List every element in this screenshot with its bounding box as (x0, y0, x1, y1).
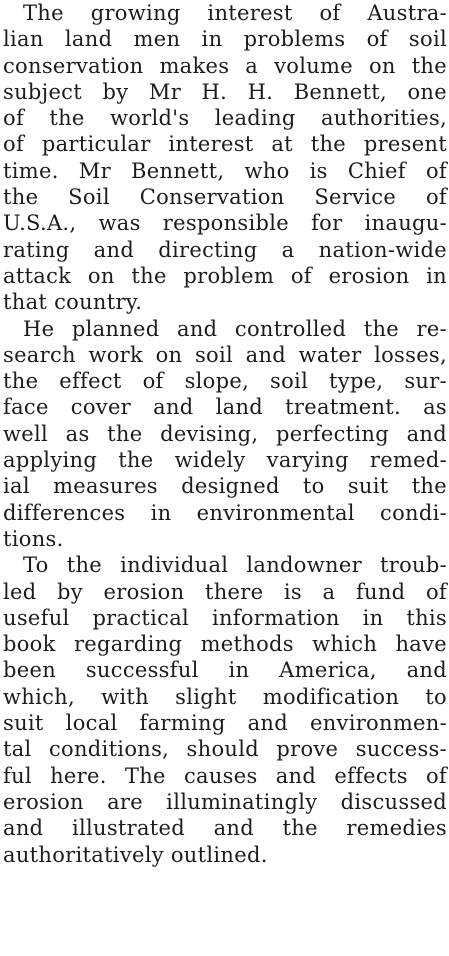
paragraph (3, 0, 447, 316)
text-line: that country. (3, 290, 143, 315)
paragraph (3, 316, 447, 553)
article-column (3, 0, 447, 868)
text-line: the effect of slope, soil type, sur- (3, 369, 447, 394)
text-line: To the individual landowner troub- (23, 553, 447, 578)
text-line: conservation makes a volume on the (3, 53, 447, 78)
text-line: He planned and controlled the re- (23, 316, 447, 341)
text-line: differences in environmental condi- (3, 500, 447, 525)
text-line: suit local farming and environmen- (3, 711, 447, 736)
text-line: the Soil Conservation Service of (3, 185, 447, 210)
text-line: rating and directing a nation-wide (3, 237, 447, 262)
text-line: ful here. The causes and effects of (3, 763, 447, 788)
text-line: ial measures designed to suit the (3, 474, 447, 499)
text-line: book regarding methods which have (3, 632, 447, 657)
text-line: of the world's leading authorities, (3, 106, 447, 131)
text-line: attack on the problem of erosion in (3, 263, 447, 288)
text-line: tions. (3, 526, 64, 551)
text-line: subject by Mr H. H. Bennett, one (3, 79, 447, 104)
text-line: which, with slight modification to (3, 684, 447, 709)
text-line: tal conditions, should prove success- (3, 737, 447, 762)
text-line: been successful in America, and (3, 658, 447, 683)
text-line: applying the widely varying remed- (3, 448, 447, 473)
text-line: of particular interest at the present (3, 132, 447, 157)
paragraph (3, 552, 447, 868)
text-line: face cover and land treatment. as (3, 395, 447, 420)
text-line: U.S.A., was responsible for inaugu- (3, 211, 447, 236)
text-line: erosion are illuminatingly discussed (3, 789, 447, 814)
text-line: and illustrated and the remedies (3, 816, 447, 841)
text-line: The growing interest of Austra- (23, 1, 447, 25)
text-line: well as the devising, perfecting and (3, 421, 447, 446)
text-line: search work on soil and water losses, (3, 342, 447, 367)
text-line: useful practical information in this (3, 605, 447, 630)
text-line: led by erosion there is a fund of (3, 579, 447, 604)
text-line: authoritatively outlined. (3, 842, 268, 867)
text-line: time. Mr Bennett, who is Chief of (3, 158, 447, 183)
text-line: lian land men in problems of soil (3, 27, 447, 52)
